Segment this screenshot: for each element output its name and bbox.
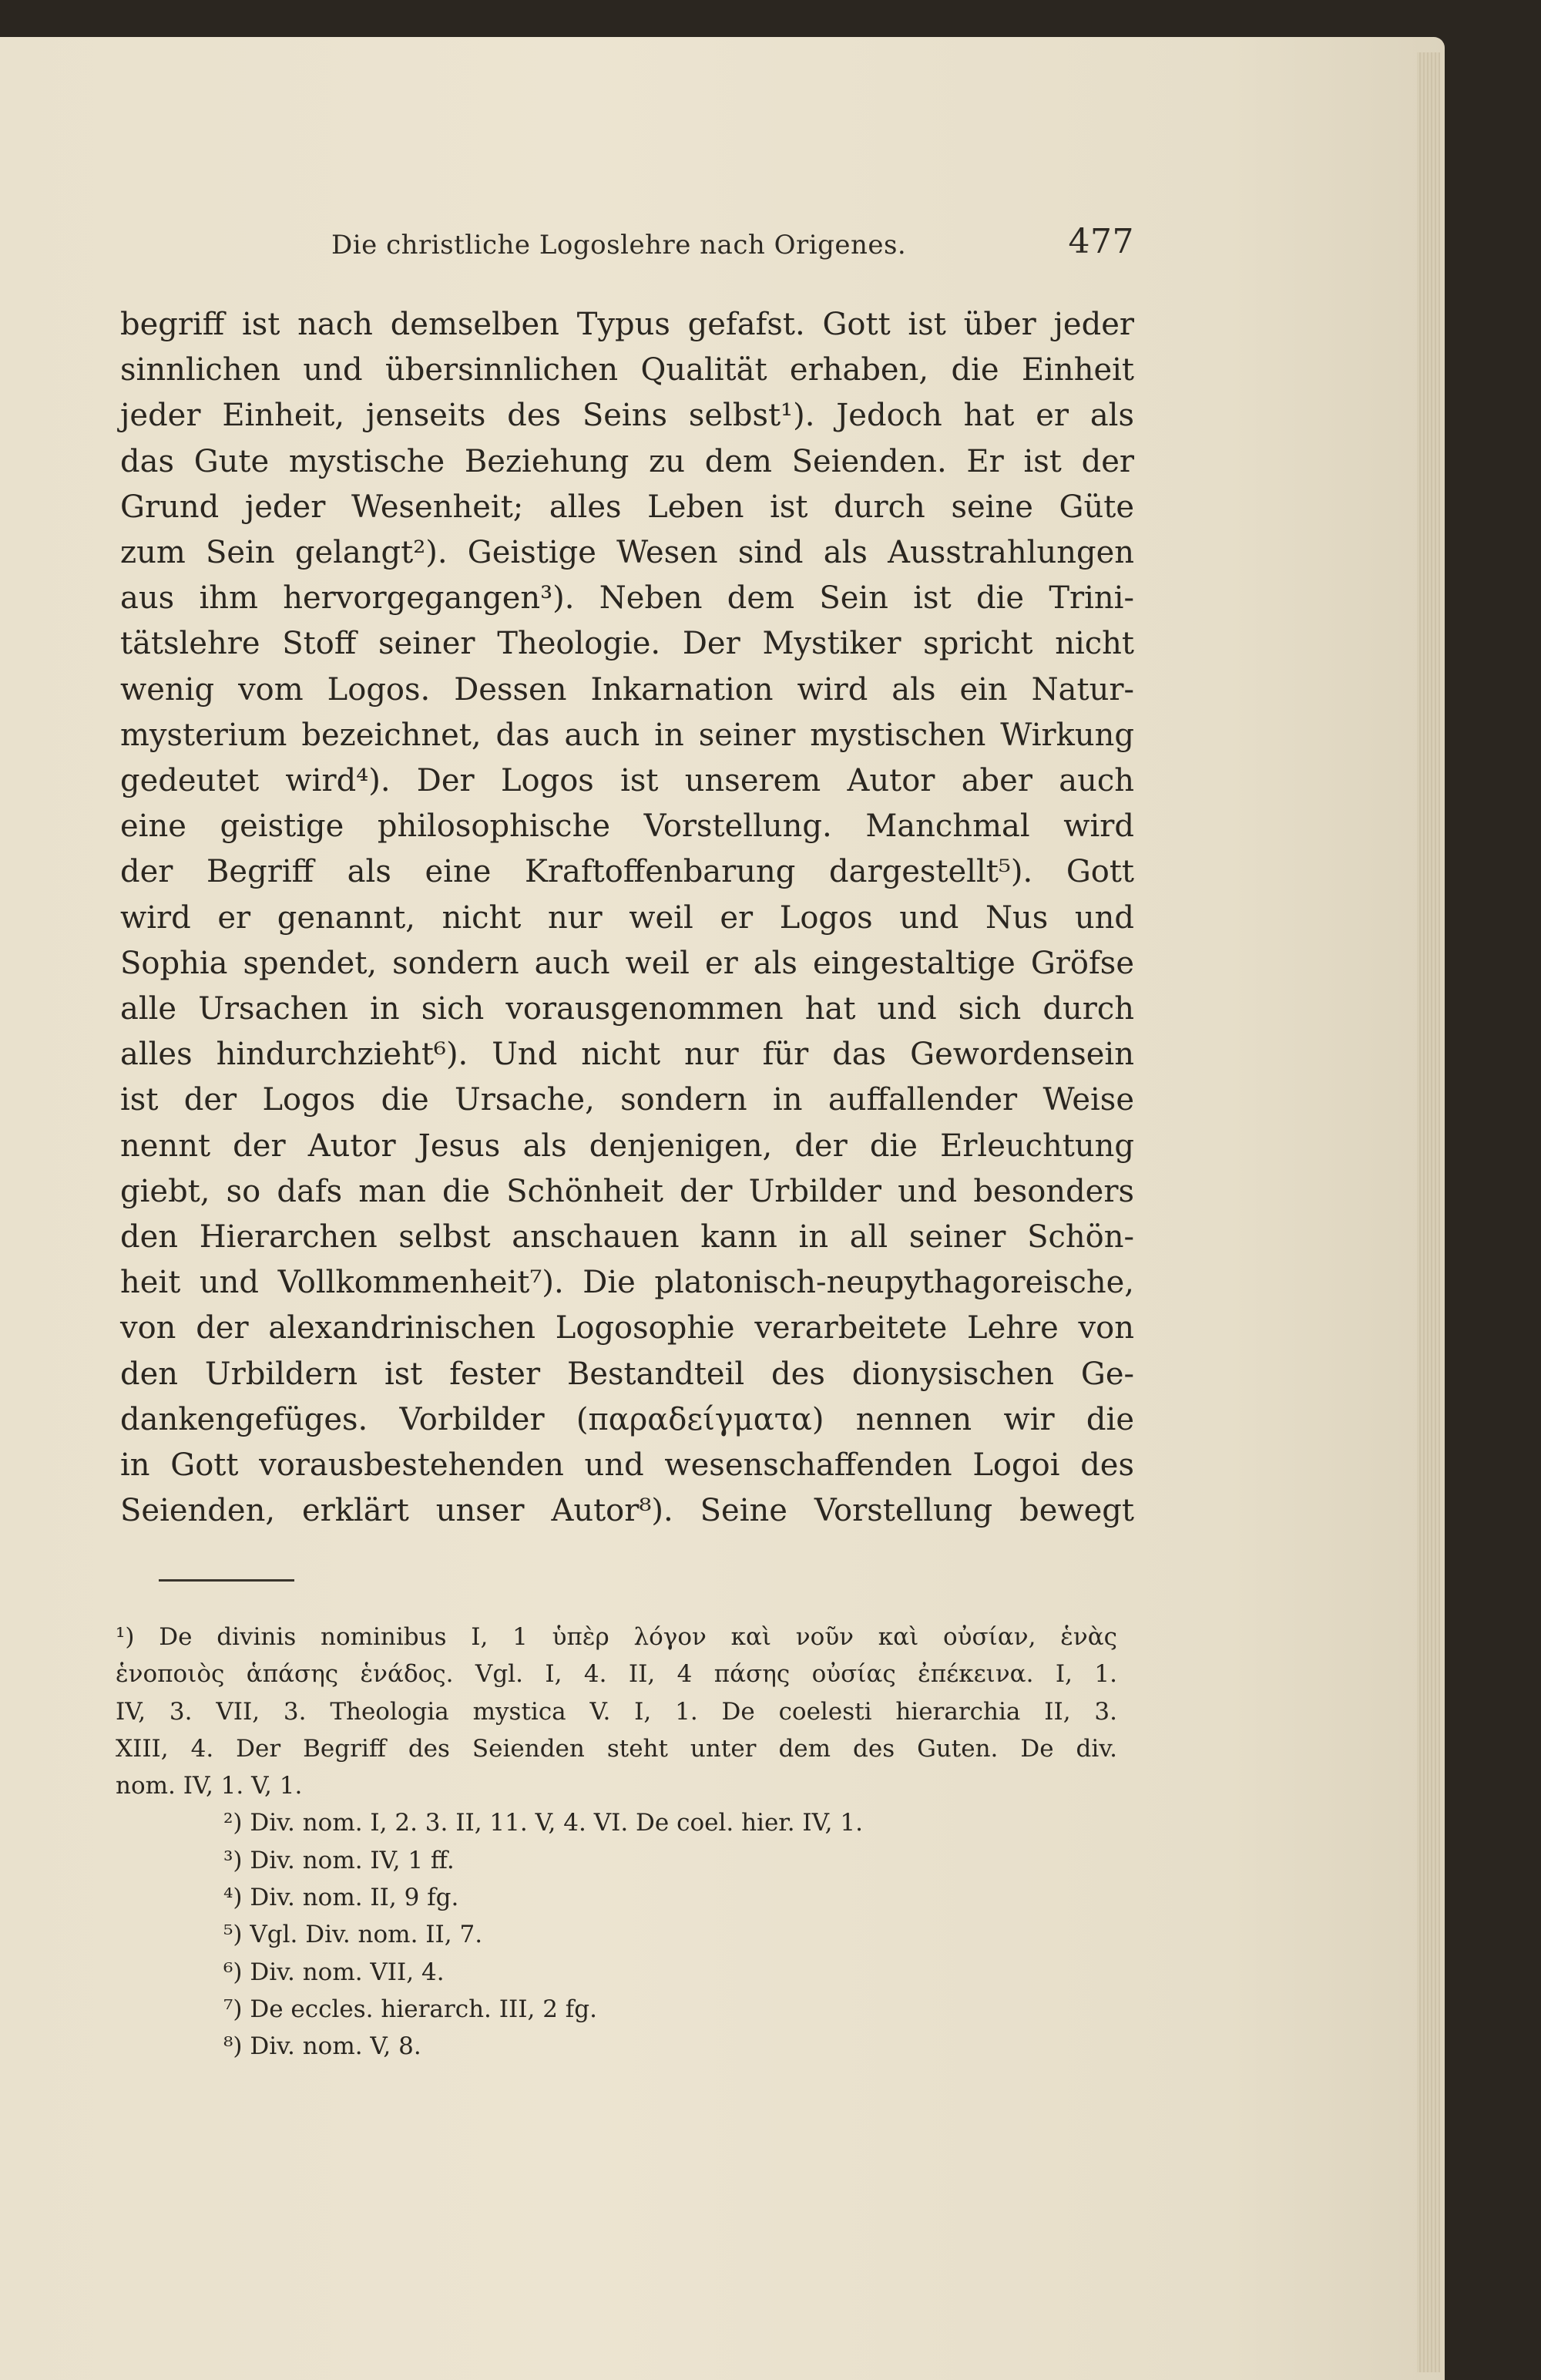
body-line: heit und Vollkommenheit⁷). Die platonisch-neupythagoreische, [120, 1265, 1134, 1301]
footnote-line: ⁵) Vgl. Div. nom. II, 7. [223, 1921, 483, 1949]
body-line: tätslehre Stoff seiner Theologie. Der Mystiker spricht nicht [120, 626, 1134, 662]
body-line: mysterium bezeichnet, das auch in seiner mystischen Wirkung [120, 717, 1134, 753]
body-line: den Urbildern ist fester Bestandteil des dionysischen Ge- [120, 1356, 1134, 1392]
body-line: giebt, so dafs man die Schönheit der Urbilder und besonders [120, 1173, 1134, 1209]
body-line: Seienden, erklärt unser Autor⁸). Seine Vorstellung bewegt [120, 1493, 1134, 1529]
body-line: gedeutet wird⁴). Der Logos ist unserem Autor aber auch [120, 763, 1134, 799]
footnote-line: ἑνοποιὸς ἁπάσης ἑνάδος. Vgl. I, 4. II, 4 πάσης οὐσίας ἐπέκεινα. I, 1. [116, 1660, 1117, 1689]
running-head [210, 220, 1134, 267]
body-line: Sophia spendet, sondern auch weil er als eingestaltige Gröfse [120, 945, 1134, 981]
body-line: den Hierarchen selbst anschauen kann in all seiner Schön- [120, 1219, 1134, 1256]
footnote-line: ²) Div. nom. I, 2. 3. II, 11. V, 4. VI. De coel. hier. IV, 1. [223, 1809, 863, 1837]
body-line: ist der Logos die Ursache, sondern in auffallender Weise [120, 1082, 1134, 1118]
body-line: aus ihm hervorgegangen³). Neben dem Sein ist die Trini- [120, 580, 1134, 617]
page-edge [1417, 52, 1440, 2372]
body-line: der Begriff als eine Kraftoffenbarung dargestellt⁵). Gott [120, 854, 1134, 890]
body-line: zum Sein gelangt²). Geistige Wesen sind als Ausstrahlungen [120, 535, 1134, 571]
body-line: von der alexandrinischen Logosophie verarbeitete Lehre von [120, 1310, 1134, 1346]
page-number: 477 [1068, 222, 1134, 261]
footnote-line: ³) Div. nom. IV, 1 ff. [223, 1846, 455, 1874]
body-line: in Gott vorausbestehenden und wesenschaffenden Logoi des [120, 1447, 1134, 1484]
body-line: eine geistige philosophische Vorstellung. Manchmal wird [120, 808, 1134, 845]
body-line: wenig vom Logos. Dessen Inkarnation wird als ein Natur- [120, 671, 1134, 708]
footnotes [116, 1619, 1117, 2066]
running-head-title: Die christliche Logoslehre nach Origenes. [331, 230, 907, 261]
footnote-line: ⁶) Div. nom. VII, 4. [223, 1958, 445, 1986]
body-line: begriff ist nach demselben Typus gefafst. Gott ist über jeder [120, 307, 1134, 342]
body-line: das Gute mystische Beziehung zu dem Seienden. Er ist der [120, 443, 1134, 479]
footnote-line: ⁸) Div. nom. V, 8. [223, 2032, 421, 2061]
footnote-line: ¹) De divinis nominibus I, 1 ὑπὲρ λόγον καὶ νοῦν καὶ οὐσίαν, ἑνὰς [116, 1623, 1117, 1651]
body-line: sinnlichen und übersinnlichen Qualität erhaben, die Einheit [120, 352, 1134, 388]
body-line: alles hindurchzieht⁶). Und nicht nur für das Gewordensein [120, 1037, 1134, 1073]
body-line: dankengefüges. Vorbilder (παραδείγματα) nennen wir die [120, 1401, 1134, 1437]
body-line: alle Ursachen in sich vorausgenommen hat und sich durch [120, 991, 1134, 1027]
footnote-line: ⁷) De eccles. hierarch. III, 2 fg. [223, 1995, 597, 2023]
footnote-rule [159, 1579, 294, 1582]
footnote-line: XIII, 4. Der Begriff des Seienden steht unter dem des Guten. De div. [116, 1734, 1117, 1763]
footnote-line: nom. IV, 1. V, 1. [116, 1772, 303, 1800]
body-line: wird er genannt, nicht nur weil er Logos und Nus und [120, 899, 1134, 936]
body-line: Grund jeder Wesenheit; alles Leben ist durch seine Güte [120, 489, 1134, 525]
body-line: jeder Einheit, jenseits des Seins selbst¹). Jedoch hat er als [120, 398, 1134, 434]
footnote-line: ⁴) Div. nom. II, 9 fg. [223, 1884, 459, 1912]
body-line: nennt der Autor Jesus als denjenigen, der die Erleuchtung [120, 1128, 1134, 1164]
footnote-line: IV, 3. VII, 3. Theologia mystica V. I, 1. De coelesti hierarchia II, 3. [116, 1697, 1117, 1726]
body-text [120, 302, 1134, 1534]
